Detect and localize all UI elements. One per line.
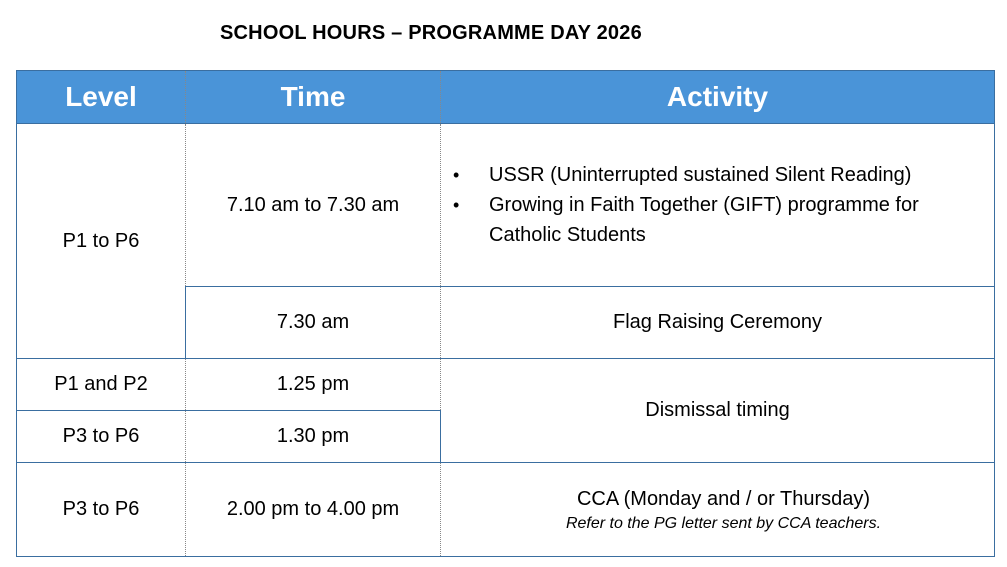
level-cell: P1 to P6 — [17, 124, 186, 359]
activity-text: Growing in Faith Together (GIFT) programme for Catholic Students — [489, 194, 919, 246]
list-item — [453, 160, 994, 190]
table-header-row — [17, 71, 995, 124]
activity-cell — [441, 124, 995, 287]
page-title: SCHOOL HOURS – PROGRAMME DAY 2026 — [220, 22, 642, 44]
activity-text: USSR (Uninterrupted sustained Silent Reading) — [489, 164, 912, 186]
list-item — [453, 190, 994, 250]
cca-note-text: Refer to the PG letter sent by CCA teachers. — [565, 514, 882, 532]
time-cell: 2.00 pm to 4.00 pm — [186, 463, 441, 557]
activity-cell: Flag Raising Ceremony — [441, 287, 995, 359]
school-hours-table — [16, 70, 995, 557]
time-cell: 7.10 am to 7.30 am — [186, 124, 441, 287]
time-cell: 1.30 pm — [186, 411, 441, 463]
table-row — [17, 359, 995, 411]
bullet-icon: • — [453, 165, 460, 185]
header-activity: Activity — [441, 71, 995, 124]
activity-list — [441, 160, 994, 250]
table-row — [17, 124, 995, 287]
level-cell: P3 to P6 — [17, 463, 186, 557]
cca-activity-text: CCA (Monday and / or Thursday) — [576, 487, 871, 510]
time-cell: 1.25 pm — [186, 359, 441, 411]
table-row — [17, 463, 995, 557]
level-cell: P3 to P6 — [17, 411, 186, 463]
bullet-icon: • — [453, 195, 460, 215]
level-cell: P1 and P2 — [17, 359, 186, 411]
time-cell: 7.30 am — [186, 287, 441, 359]
header-level: Level — [17, 71, 186, 124]
activity-cell — [441, 463, 995, 557]
activity-cell: Dismissal timing — [441, 359, 995, 463]
header-time: Time — [186, 71, 441, 124]
